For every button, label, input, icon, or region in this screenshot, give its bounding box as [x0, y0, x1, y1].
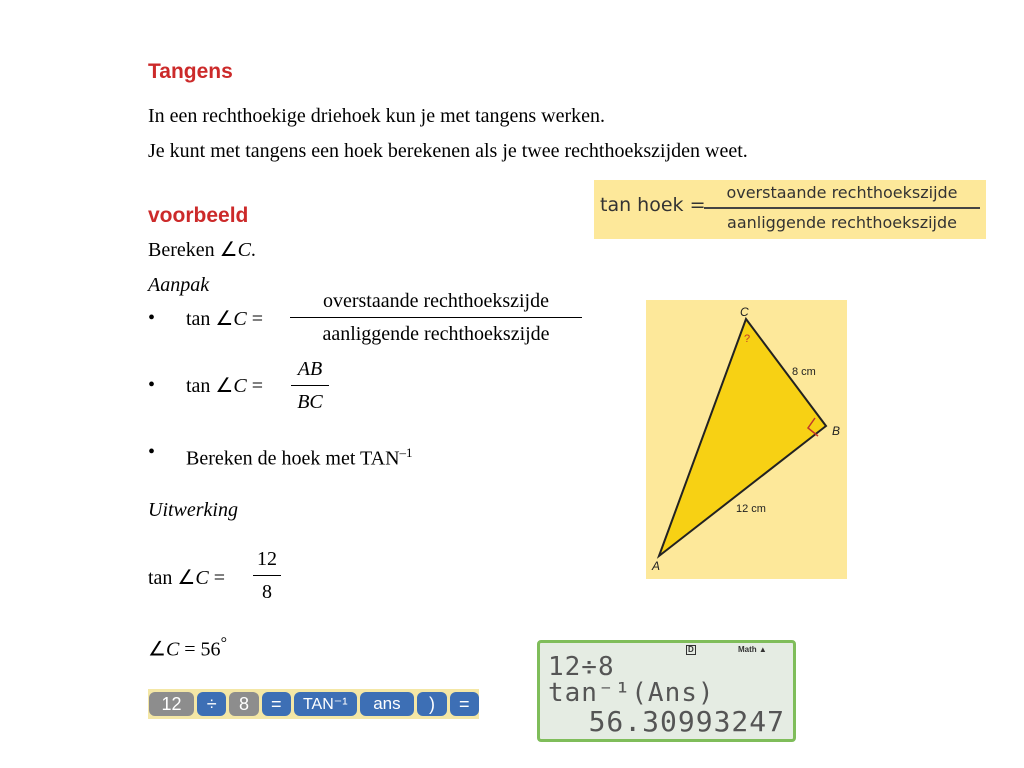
- work-denominator: 8: [262, 581, 272, 603]
- work-eq: =: [208, 567, 225, 589]
- step3-sup: –1: [399, 445, 413, 460]
- formula-denominator: aanliggende rechthoekszijde: [727, 213, 957, 232]
- work-label: [148, 498, 238, 522]
- step1-prefix: tan ∠: [186, 308, 234, 330]
- step2-denominator: BC: [297, 391, 323, 413]
- right-triangle: [659, 319, 826, 556]
- work-bar: [253, 575, 281, 576]
- unknown-angle-mark: ?: [744, 333, 751, 345]
- approach-label: [148, 273, 209, 297]
- example-heading: voorbeeld: [148, 204, 249, 227]
- task-suffix: .: [250, 239, 256, 261]
- side-ab-label: 12 cm: [736, 503, 766, 515]
- calculator-key-sequence: [148, 689, 479, 719]
- calc-line-1: 12÷8: [548, 652, 615, 682]
- work-fraction: [253, 547, 281, 604]
- triangle-svg: [646, 300, 847, 579]
- key-equals-final: =: [450, 692, 479, 716]
- step2-eq: =: [246, 375, 263, 397]
- key-close-paren: ): [417, 692, 446, 716]
- bullet-3: •: [148, 441, 156, 463]
- calc-result: 56.30993247: [588, 705, 785, 738]
- formula-fraction: [704, 182, 980, 234]
- key-tan-inverse: TAN⁻¹: [294, 692, 357, 716]
- degree-sign: °: [220, 635, 227, 652]
- step1-eq: =: [246, 308, 263, 330]
- step1-bar: [290, 317, 582, 318]
- result-line: [148, 632, 227, 662]
- step2-lhs: [186, 374, 263, 398]
- key-8: 8: [229, 692, 258, 716]
- formula-lhs: tan hoek =: [600, 194, 706, 216]
- tangent-formula-box: [594, 180, 986, 239]
- step2-numerator: AB: [297, 358, 323, 380]
- math-indicator: Math ▲: [738, 645, 767, 654]
- step1-var: C: [233, 308, 247, 330]
- bullet-1: •: [148, 307, 156, 329]
- step1-numerator: overstaande rechthoekszijde: [322, 290, 549, 312]
- result-var: C: [165, 638, 180, 661]
- key-12: 12: [149, 692, 194, 716]
- calculator-display: [537, 640, 796, 742]
- key-divide: ÷: [197, 692, 226, 716]
- intro-line-2: Je kunt met tangens een hoek berekenen als je twee rechthoekszijden weet.: [148, 140, 748, 162]
- approach-text: Aanpak: [148, 274, 210, 296]
- vertex-b-label: B: [832, 424, 841, 438]
- step1-fraction: [290, 289, 582, 346]
- formula-bar: [704, 207, 980, 209]
- step1-denominator: aanliggende rechthoekszijde: [322, 323, 550, 345]
- work-eq-lhs: [148, 566, 225, 590]
- calc-line-2: tan⁻¹(Ans): [548, 678, 715, 708]
- step2-bar: [291, 385, 329, 386]
- step2-prefix: tan ∠: [186, 375, 234, 397]
- key-equals: =: [262, 692, 291, 716]
- result-prefix: ∠: [148, 638, 166, 661]
- key-ans: ans: [360, 692, 415, 716]
- step1-lhs: [186, 307, 263, 331]
- intro-line-1: In een rechthoekige driehoek kun je met tangens werken.: [148, 105, 606, 127]
- work-numerator: 12: [257, 548, 277, 570]
- work-var: C: [195, 567, 209, 589]
- bullet-2: •: [148, 374, 156, 396]
- display-mode-indicator: D: [688, 645, 694, 654]
- formula-numerator: overstaande rechthoekszijde: [726, 183, 958, 202]
- work-text: Uitwerking: [148, 499, 238, 521]
- task-var: C: [237, 239, 251, 261]
- work-prefix: tan ∠: [148, 567, 196, 589]
- triangle-figure: [646, 300, 847, 579]
- step2-fraction: [291, 357, 329, 414]
- step3-label: Bereken de hoek met TAN: [186, 447, 400, 470]
- task-line: [148, 238, 256, 262]
- page-title: Tangens: [148, 60, 233, 83]
- step3-text: [186, 441, 413, 471]
- result-value: = 56: [179, 638, 221, 661]
- vertex-a-label: A: [652, 559, 661, 573]
- step2-var: C: [233, 375, 247, 397]
- side-bc-label: 8 cm: [792, 366, 816, 378]
- task-prefix: Bereken ∠: [148, 239, 238, 261]
- vertex-c-label: C: [740, 305, 749, 319]
